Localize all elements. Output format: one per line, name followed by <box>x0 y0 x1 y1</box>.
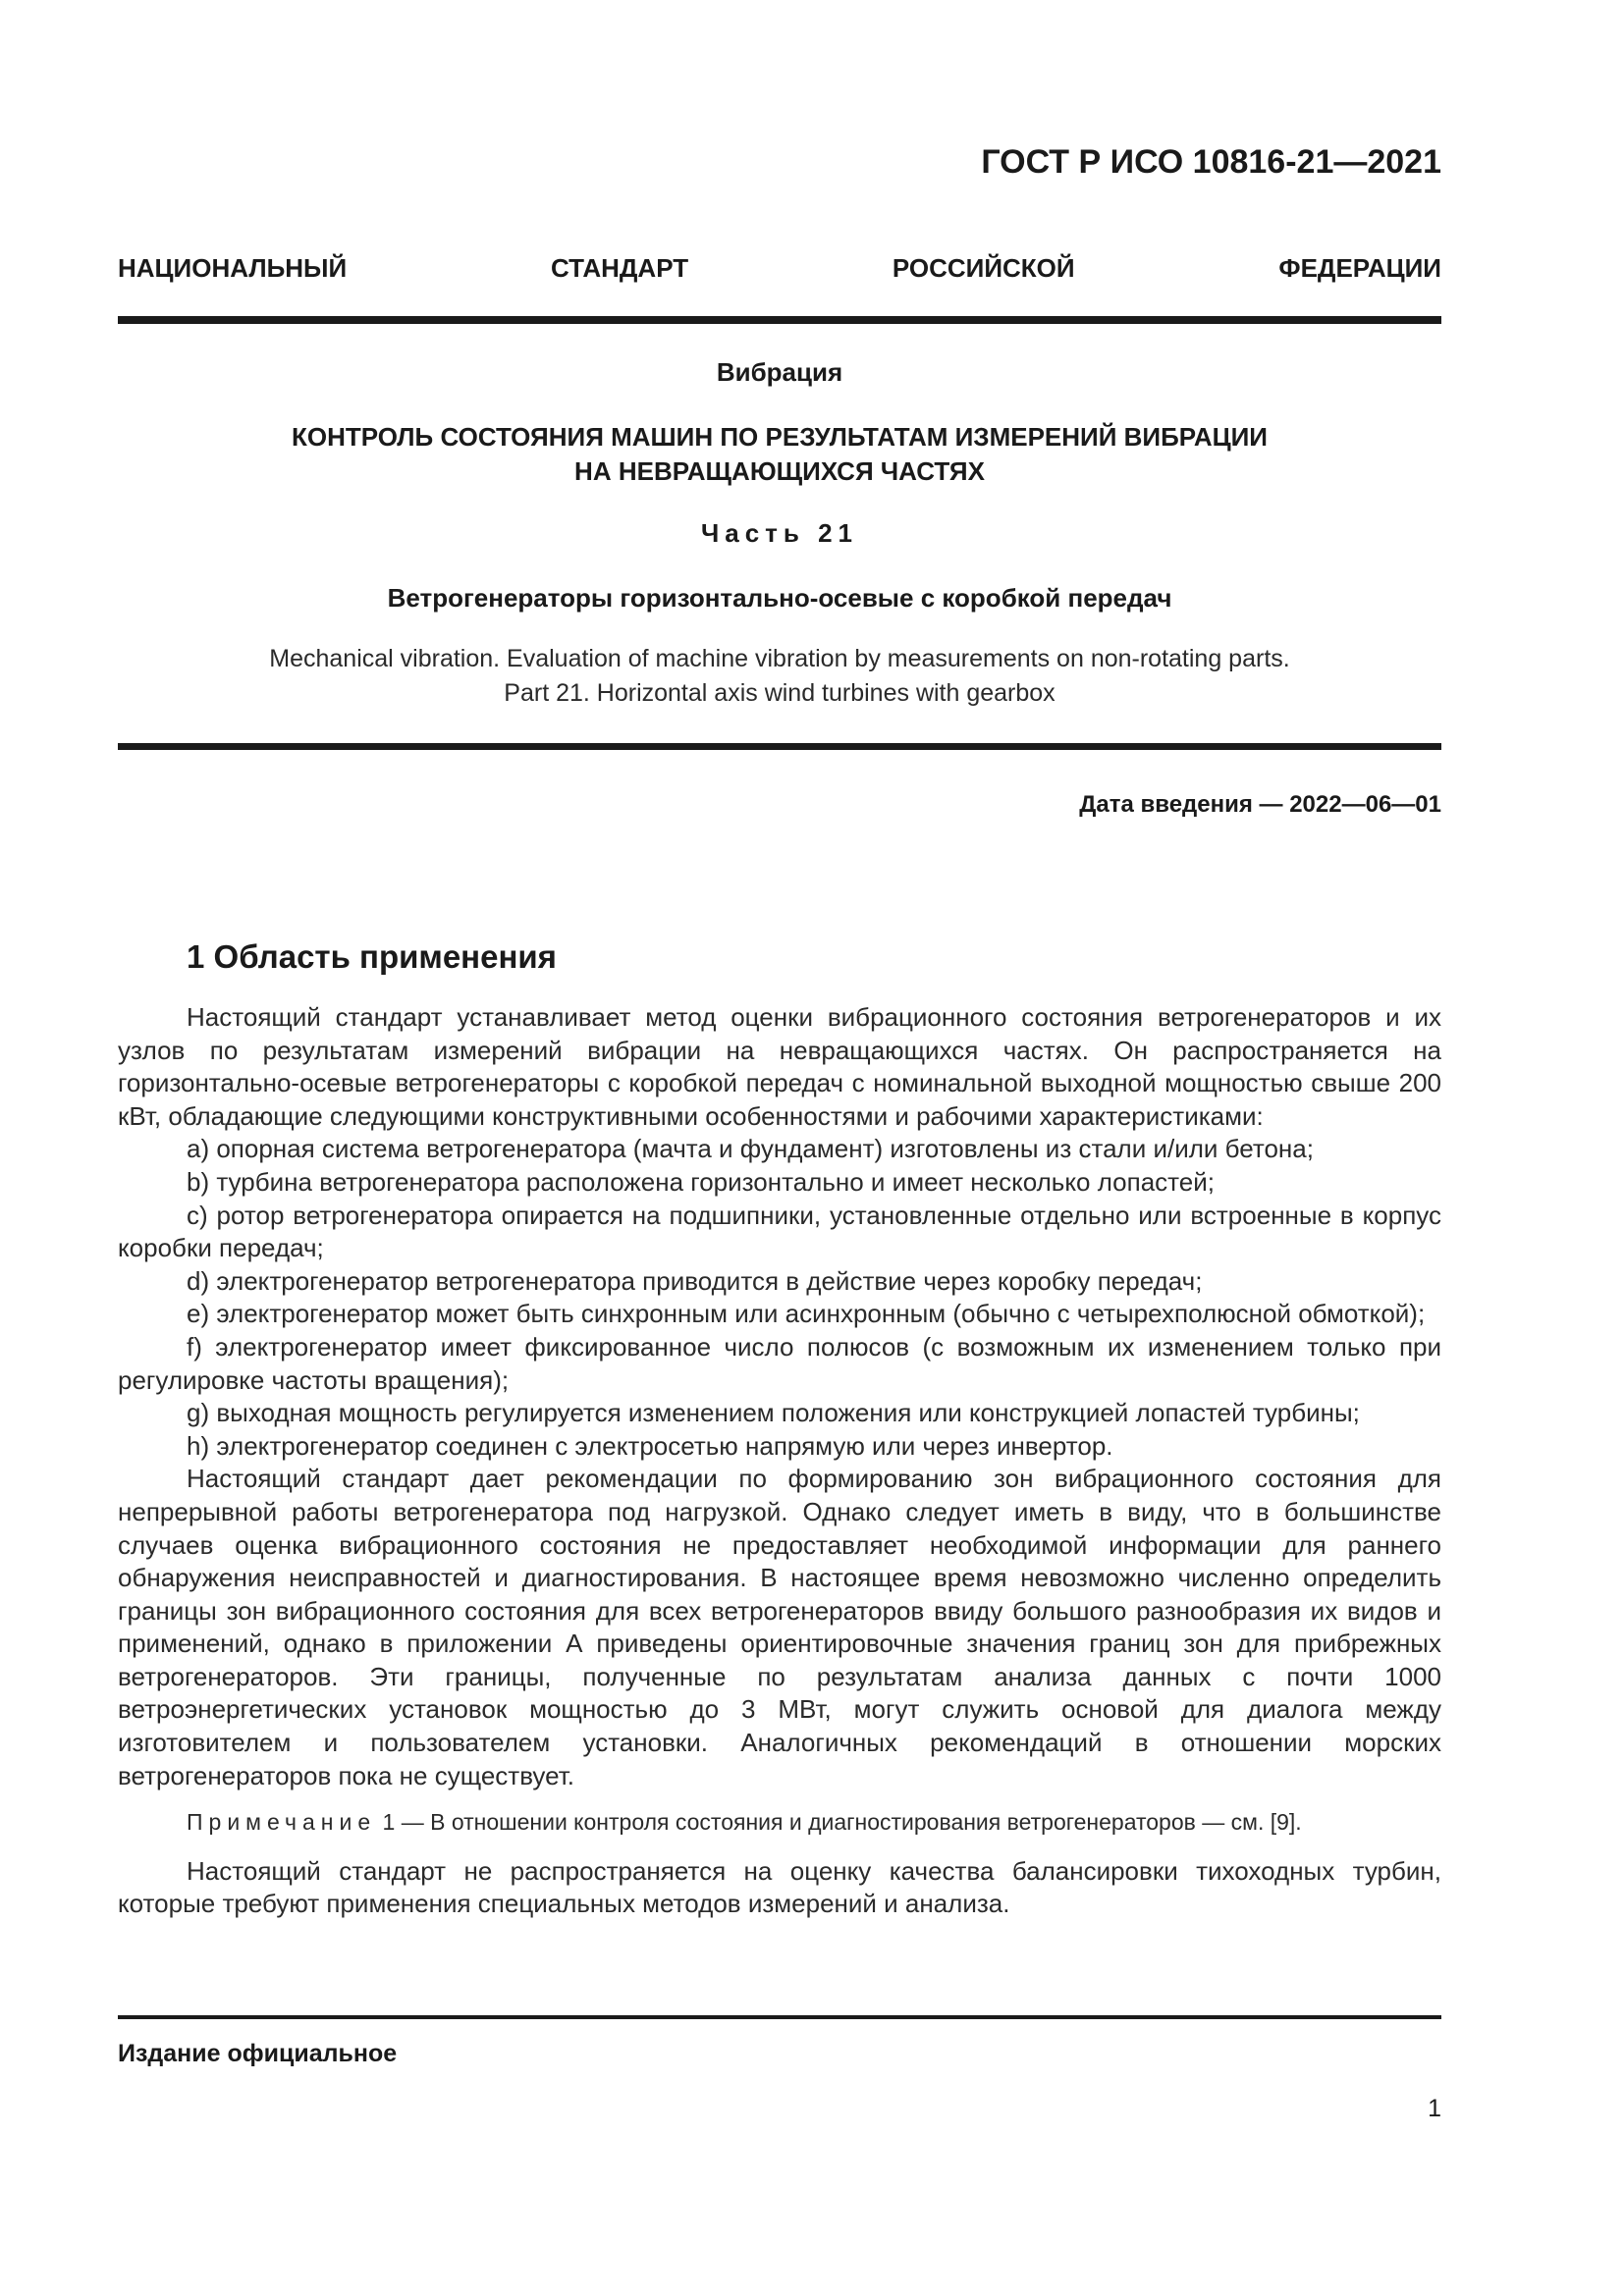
gost-code: ГОСТ Р ИСО 10816-21—2021 <box>981 143 1441 181</box>
national-standard-banner: НАЦИОНАЛЬНЫЙ СТАНДАРТ РОССИЙСКОЙ ФЕДЕРАЦИИ <box>118 253 1441 283</box>
english-title-line-2: Part 21. Horizontal axis wind turbines with gearbox <box>504 679 1056 707</box>
section-body <box>118 1001 1441 1921</box>
introduction-date: Дата введения — 2022—06—01 <box>1079 791 1441 818</box>
page-number: 1 <box>1428 2095 1441 2122</box>
document-title-line-1: КОНТРОЛЬ СОСТОЯНИЯ МАШИН ПО РЕЗУЛЬТАТАМ ИЗМЕРЕНИЙ ВИБРАЦИИ <box>291 422 1268 452</box>
part-heading: Часть 21 <box>700 518 859 548</box>
english-title-line-1: Mechanical vibration. Evaluation of machine vibration by measurements on non-rotating parts. <box>269 645 1290 672</box>
list-item-d: d) электрогенератор ветрогенератора приводится в действие через коробку передач; <box>187 1265 1203 1296</box>
document-subtitle: Ветрогенераторы горизонтально-осевые с коробкой передач <box>387 583 1172 613</box>
document-title <box>118 420 1441 489</box>
note-label: Примечание <box>187 1809 377 1836</box>
list-item-f: f) электрогенератор имеет фиксированное число полюсов (с возможным их изменением только при регулировке частоты вращения); <box>118 1331 1441 1395</box>
note-text: 1 — В отношении контроля состояния и диагностирования ветрогенераторов — см. [9]. <box>376 1809 1302 1836</box>
paragraph-recommendations: Настоящий стандарт дает рекомендации по формированию зон вибрационного состояния для непрерывной работы ветрогенератора под нагрузкой. Однако следует иметь в виду, что в большинстве случаев оценка вибрационного состояния не предоставляет необходимой информации для раннего обнаружения неисправностей и диагностирования. В настоящее время невозможно численно определить границы зон вибрационного состояния для всех ветрогенераторов ввиду большого разнообразия их видов и применений, однако в приложении А приведены ориентировочные значения границ зон для прибрежных ветрогенераторов. Эти границы, полученные по результатам анализа данных с почти 1000 ветроэнергетических установок мощностью до 3 МВт, могут служить основой для диалога между изготовителем и пользователем установки. Аналогичных рекомендаций в отношении морских ветрогенераторов пока не существует. <box>118 1464 1441 1790</box>
document-title-line-2: НА НЕВРАЩАЮЩИХСЯ ЧАСТЯХ <box>574 456 985 486</box>
note <box>118 1806 1441 1840</box>
section-heading: 1 Область применения <box>187 938 557 975</box>
edition-label: Издание официальное <box>118 2040 398 2067</box>
english-title <box>118 642 1441 711</box>
divider-top <box>118 316 1441 324</box>
list-item-c: c) ротор ветрогенератора опирается на подшипники, установленные отдельно или встроенные в корпус коробки передач; <box>118 1200 1441 1263</box>
list-item-e: e) электрогенератор может быть синхронным или асинхронным (обычно с четырехполюсной обмоткой); <box>187 1299 1426 1329</box>
list-item-g: g) выходная мощность регулируется изменением положения или конструкцией лопастей турбины; <box>187 1398 1360 1428</box>
list-item-b: b) турбина ветрогенератора расположена горизонтально и имеет несколько лопастей; <box>187 1166 1215 1197</box>
paragraph-final: Настоящий стандарт не распространяется на оценку качества балансировки тихоходных турбин, которые требуют применения специальных методов измерений и анализа. <box>118 1855 1441 1919</box>
topic-heading: Вибрация <box>716 357 843 387</box>
divider-bottom <box>118 2015 1441 2019</box>
list-item-h: h) электрогенератор соединен с электросетью напрямую или через инвертор. <box>187 1430 1113 1461</box>
list-item-a: a) опорная система ветрогенератора (мачта и фундамент) изготовлены из стали и/или бетона; <box>187 1134 1314 1164</box>
paragraph-intro: Настоящий стандарт устанавливает метод оценки вибрационного состояния ветрогенераторов и их узлов по результатам измерений вибрации на невращающихся частях. Он распространяется на горизонтально-осевые ветрогенераторы с коробкой передач с номинальной выходной мощностью свыше 200 кВт, обладающие следующими конструктивными особенностями и рабочими характеристиками: <box>118 1002 1441 1131</box>
divider-middle <box>118 743 1441 750</box>
